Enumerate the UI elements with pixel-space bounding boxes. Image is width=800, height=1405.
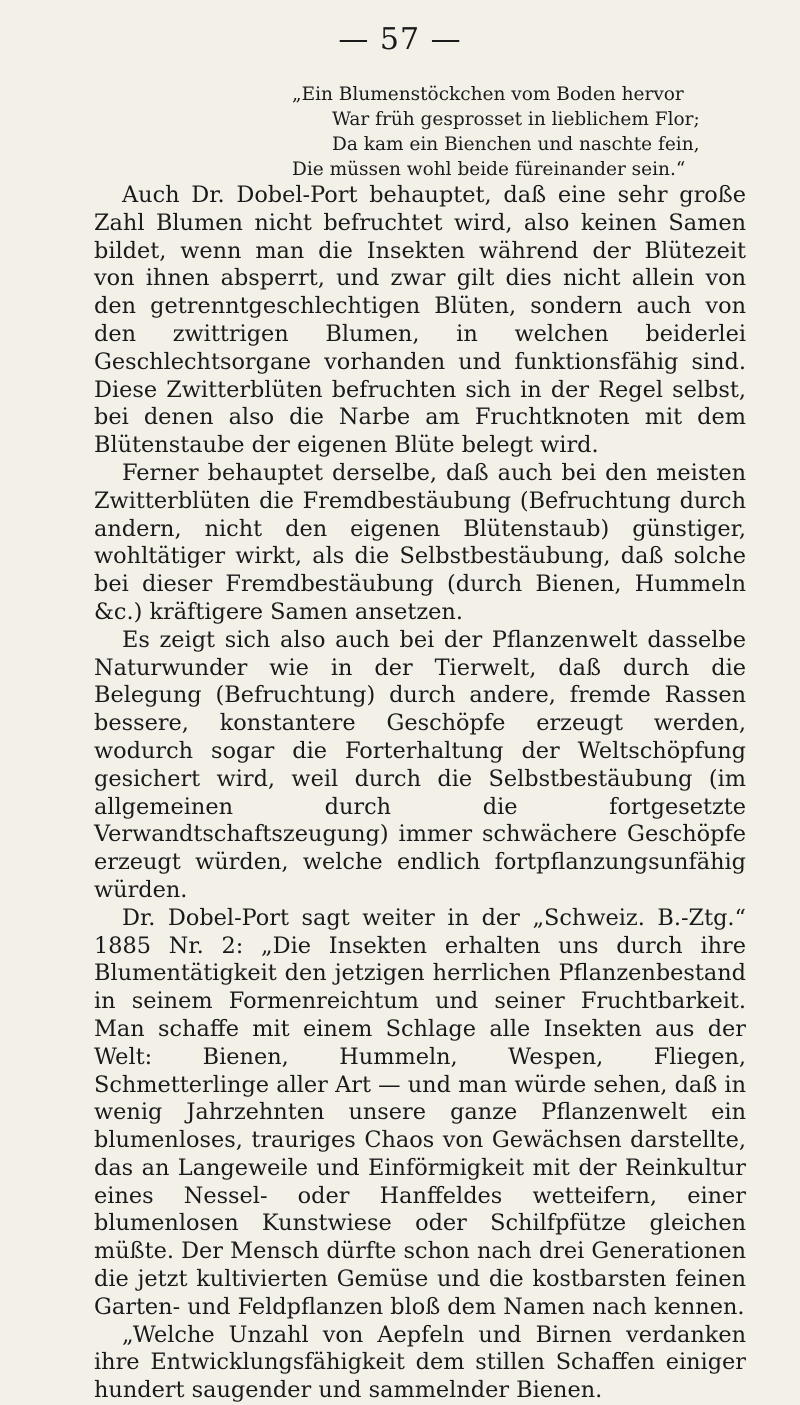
- poem-line: Da kam ein Bienchen und naschte fein,: [332, 134, 700, 155]
- paragraph: Dr. Dobel-Port sagt weiter in der „Schweiz. B.-Ztg.“ 1885 Nr. 2: „Die Insekten erhalten uns durch ihre Blumentätigkeit den jetzigen herrlichen Pflanzenbestand in seinem Formenreichtum und seiner Fruchtbarkeit. Man schaffe mit einem Schlage alle Insekten aus der Welt: Bienen, Hummeln, Wespen, Fliegen, Schmetterlinge aller Art — und man würde sehen, daß in wenig Jahrzehnten unsere ganze Pflanzenwelt ein blumenloses, trauriges Chaos von Gewächsen darstellte, das an Langeweile und Einförmigkeit mit der Reinkultur eines Nessel- oder Hanffeldes wetteifern, einer blumenlosen Kunstwiese oder Schilfpfütze gleichen müßte. Der Mensch dürfte schon nach drei Generationen die jetzt kultivierten Gemüse und die kostbarsten feinen Garten- und Feldpflanzen bloß dem Namen nach kennen.: [94, 904, 746, 1320]
- paragraph: Ferner behauptet derselbe, daß auch bei den meisten Zwitterblüten die Fremdbestäubung (Befruchtung durch andern, nicht den eigenen Blütenstaub) günstiger, wohltätiger wirkt, als die Selbstbestäubung, daß solche bei dieser Fremdbestäubung (durch Bienen, Hummeln &c.) kräftigere Samen ansetzen.: [94, 459, 746, 625]
- paragraph: Es zeigt sich also auch bei der Pflanzenwelt dasselbe Naturwunder wie in der Tierwelt, daß durch die Belegung (Befruchtung) durch andere, fremde Rassen bessere, konstantere Geschöpfe erzeugt werden, wodurch sogar die Forterhaltung der Weltschöpfung gesichert wird, weil durch die Selbstbestäubung (im allgemeinen durch die fortgesetzte Verwandtschaftszeugung) immer schwächere Geschöpfe erzeugt würden, welche endlich fortpflanzungsunfähig würden.: [94, 626, 746, 903]
- poem: [292, 82, 732, 182]
- poem-line: War früh gesprosset in lieblichem Flor;: [332, 109, 700, 130]
- body-text: [94, 182, 746, 1405]
- page-number: — 57 —: [338, 22, 462, 57]
- poem-line: Die müssen wohl beide füreinander sein.“: [292, 159, 686, 180]
- paragraph: Auch Dr. Dobel-Port behauptet, daß eine sehr große Zahl Blumen nicht befruchtet wird, also keinen Samen bildet, wenn man die Insekten während der Blütezeit von ihnen absperrt, und zwar gilt dies nicht allein von den getrenntgeschlechtigen Blüten, sondern auch von den zwittrigen Blumen, in welchen beiderlei Geschlechtsorgane vorhanden und funktionsfähig sind. Diese Zwitterblüten befruchten sich in der Regel selbst, bei denen also die Narbe am Fruchtknoten mit dem Blütenstaube der eigenen Blüte belegt wird.: [94, 182, 746, 459]
- paragraph: „Welche Unzahl von Aepfeln und Birnen verdanken ihre Entwicklungsfähigkeit dem stillen Schaffen einiger hundert saugender und sammelnder Bienen.: [94, 1321, 746, 1404]
- poem-line: „Ein Blumenstöckchen vom Boden hervor: [292, 84, 684, 105]
